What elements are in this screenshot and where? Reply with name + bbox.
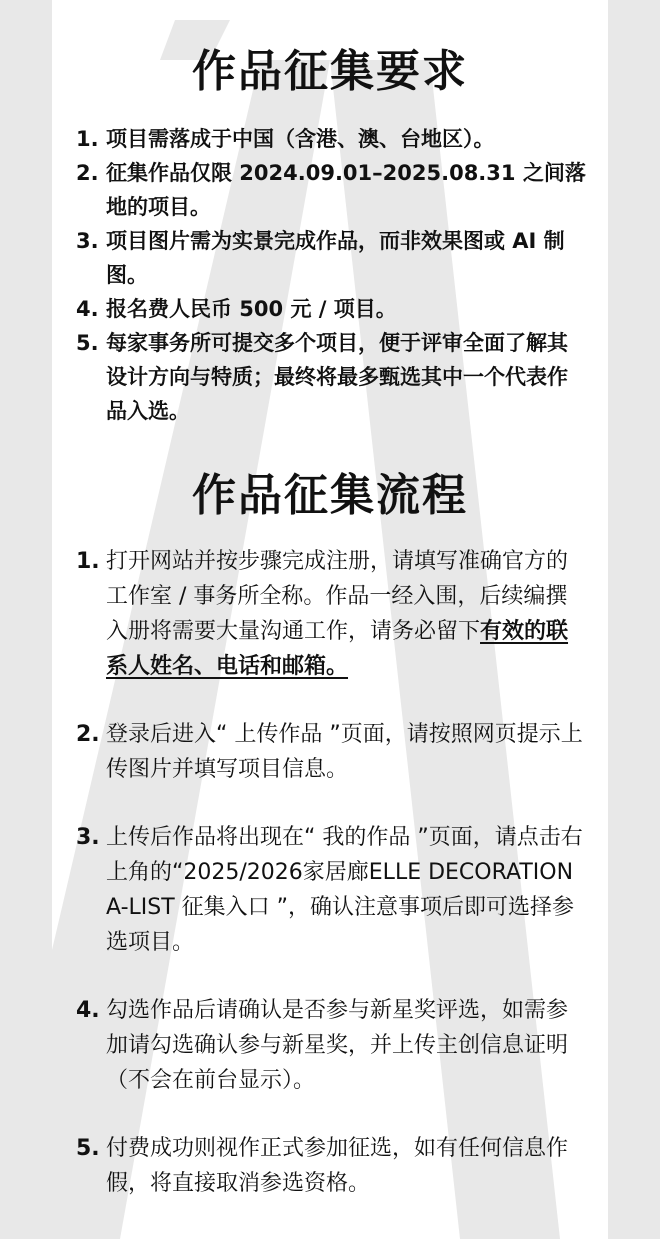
step-number: 5. bbox=[76, 1136, 100, 1161]
process-step bbox=[76, 544, 586, 684]
process-step bbox=[76, 993, 586, 1098]
process-step bbox=[76, 820, 586, 960]
item-text: 报名费人民币 500 元 / 项目。 bbox=[106, 297, 397, 321]
item-text: 项目图片需为实景完成作品，而非效果图或 AI 制图。 bbox=[106, 229, 565, 287]
requirement-item bbox=[76, 122, 586, 156]
step-number: 2. bbox=[76, 722, 100, 747]
item-number: 1. bbox=[76, 127, 99, 151]
contact-info-emphasis: 有效的联系人姓名、电话和邮箱。 bbox=[106, 619, 569, 679]
item-text: 项目需落成于中国（含港、澳、台地区）。 bbox=[106, 127, 495, 151]
step-number: 3. bbox=[76, 825, 100, 850]
requirements-list bbox=[76, 122, 586, 428]
item-number: 5. bbox=[76, 331, 99, 355]
item-number: 3. bbox=[76, 229, 99, 253]
requirement-item bbox=[76, 224, 586, 292]
requirement-item bbox=[76, 326, 586, 428]
requirements-title: 作品征集要求 bbox=[192, 46, 468, 97]
item-number: 4. bbox=[76, 297, 99, 321]
requirement-item bbox=[76, 156, 586, 224]
step-text: 付费成功则视作正式参加征选，如有任何信息作假，将直接取消参选资格。 bbox=[106, 1136, 569, 1196]
step-text: 登录后进入“ 上传作品 ”页面，请按照网页提示上传图片并填写项目信息。 bbox=[106, 722, 583, 782]
item-text: 每家事务所可提交多个项目，便于评审全面了解其设计方向与特质；最终将最多甄选其中一个代表作品入选。 bbox=[106, 331, 568, 423]
item-number: 2. bbox=[76, 161, 99, 185]
process-title: 作品征集流程 bbox=[192, 470, 468, 521]
process-step bbox=[76, 717, 586, 787]
step-text: 打开网站并按步骤完成注册，请填写准确官方的工作室 / 事务所全称。作品一经入围，后续编撰入册将需要大量沟通工作，请务必留下 bbox=[106, 549, 569, 644]
step-text: 上传后作品将出现在“ 我的作品 ”页面，请点击右上角的“2025/2026家居廊ELLE DECORATION A-LIST 征集入口 ”，确认注意事项后即可选择参选项目。 bbox=[106, 825, 583, 955]
process-step bbox=[76, 1131, 586, 1201]
process-list bbox=[76, 544, 586, 1234]
requirement-item bbox=[76, 292, 586, 326]
step-number: 1. bbox=[76, 549, 100, 574]
step-number: 4. bbox=[76, 998, 100, 1023]
item-text: 征集作品仅限 2024.09.01–2025.08.31 之间落地的项目。 bbox=[106, 161, 586, 219]
step-text: 勾选作品后请确认是否参与新星奖评选，如需参加请勾选确认参与新星奖，并上传主创信息证明（不会在前台显示）。 bbox=[106, 998, 569, 1093]
